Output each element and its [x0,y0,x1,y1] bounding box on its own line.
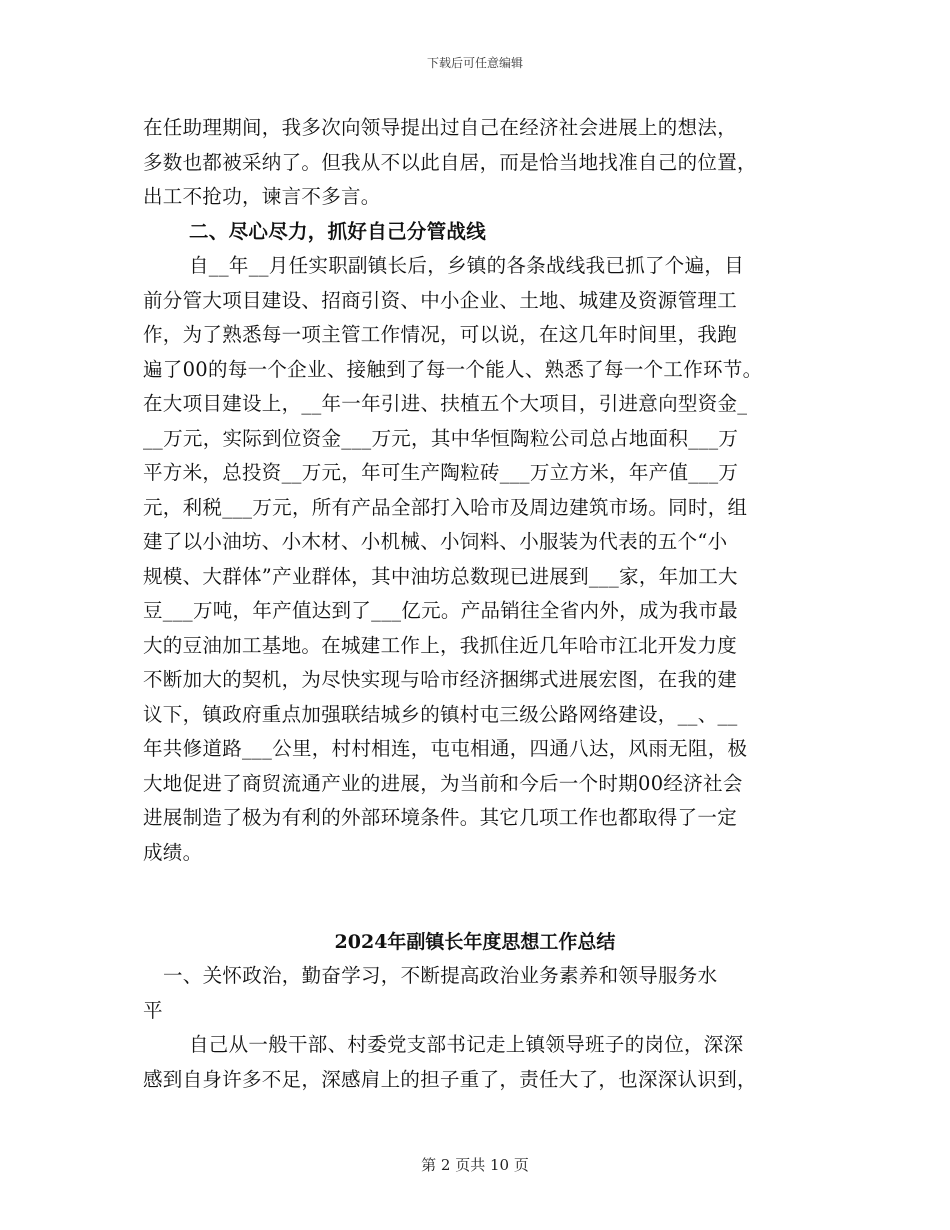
paragraph-line: 进展制造了极为有利的外部环境条件。其它几项工作也都取得了一定 [143,806,738,829]
document-body-2 [143,959,811,1097]
paragraph-line: 平方米，总投资__万元，年可生产陶粒砖___万立方米，年产值___万 [143,461,739,484]
section-heading: 一、关怀政治，勤奋学习，不断提高政治业务素养和领导服务水 [163,964,718,987]
paragraph-line: __万元，实际到位资金___万元，其中华恒陶粒公司总占地面积___万 [143,426,739,450]
section-heading: 平 [143,998,163,1022]
page-header: 下载后可任意编辑 [426,56,523,70]
paragraph-line: 议下，镇政府重点加强联结城乡的镇村屯三级公路网络建设，__、__ [143,702,738,726]
paragraph-line: 年共修道路___公里，村村相连，屯屯相通，四通八达，风雨无阻，极 [143,737,748,760]
document-body [143,111,811,870]
paragraph-line: 元，利税___万元，所有产品全部打入哈市及周边建筑市场。同时，组 [143,495,748,519]
paragraph-line: 豆___万吨，年产值达到了___亿元。产品销往全省内外，成为我市最 [143,599,738,622]
paragraph-line: 建了以小油坊、小木材、小机械、小饲料、小服装为代表的五个“小 [143,530,728,553]
paragraph-line: 前分管大项目建设、招商引资、中小企业、土地、城建及资源管理工 [143,288,738,312]
paragraph-line: 在大项目建设上，__年一年引进、扶植五个大项目，引进意向型资金_ [143,392,748,415]
paragraph-line: 不断加大的契机，为尽快实现与哈市经济捆绑式进展宏图，在我的建 [143,668,738,691]
paragraph-line: 出工不抢功，谏言不多言。 [143,185,381,208]
paragraph-line: 大地促进了商贸流通产业的进展，为当前和今后一个时期00经济社会 [143,771,743,795]
paragraph-line: 成绩。 [143,840,203,864]
paragraph-line: 大的豆油加工基地。在城建工作上，我抓住近几年哈市江北开发力度 [143,633,738,657]
paragraph-line: 作，为了熟悉每一项主管工作情况，可以说，在这几年时间里，我跑 [143,323,738,346]
paragraph-line: 在任助理期间，我多次向领导提出过自己在经济社会进展上的想法， [143,116,738,139]
paragraph-line: 多数也都被采纳了。但我从不以此自居，而是恰当地找准自己的位置， [143,150,757,174]
paragraph-line: 规模、大群体”产业群体，其中油坊总数现已进展到___家，年加工大 [143,564,738,588]
paragraph-line: 自__年__月任实职副镇长后，乡镇的各条战线我已抓了个遍，目 [189,254,744,277]
section-heading: 二、尽心尽力，抓好自己分管战线 [189,219,487,243]
document-title: 2024年副镇长年度思想工作总结 [334,931,616,953]
paragraph-line: 自己从一般干部、村委党支部书记走上镇领导班子的岗位，深深 [189,1033,744,1056]
paragraph-line: 感到自身许多不足，深感肩上的担子重了，责任大了，也深深认识到， [143,1067,757,1091]
paragraph-line: 遍了00的每一个企业、接触到了每一个能人、熟悉了每一个工作环节。 [143,357,763,381]
page-footer: 第 2 页共 10 页 [421,1156,529,1174]
